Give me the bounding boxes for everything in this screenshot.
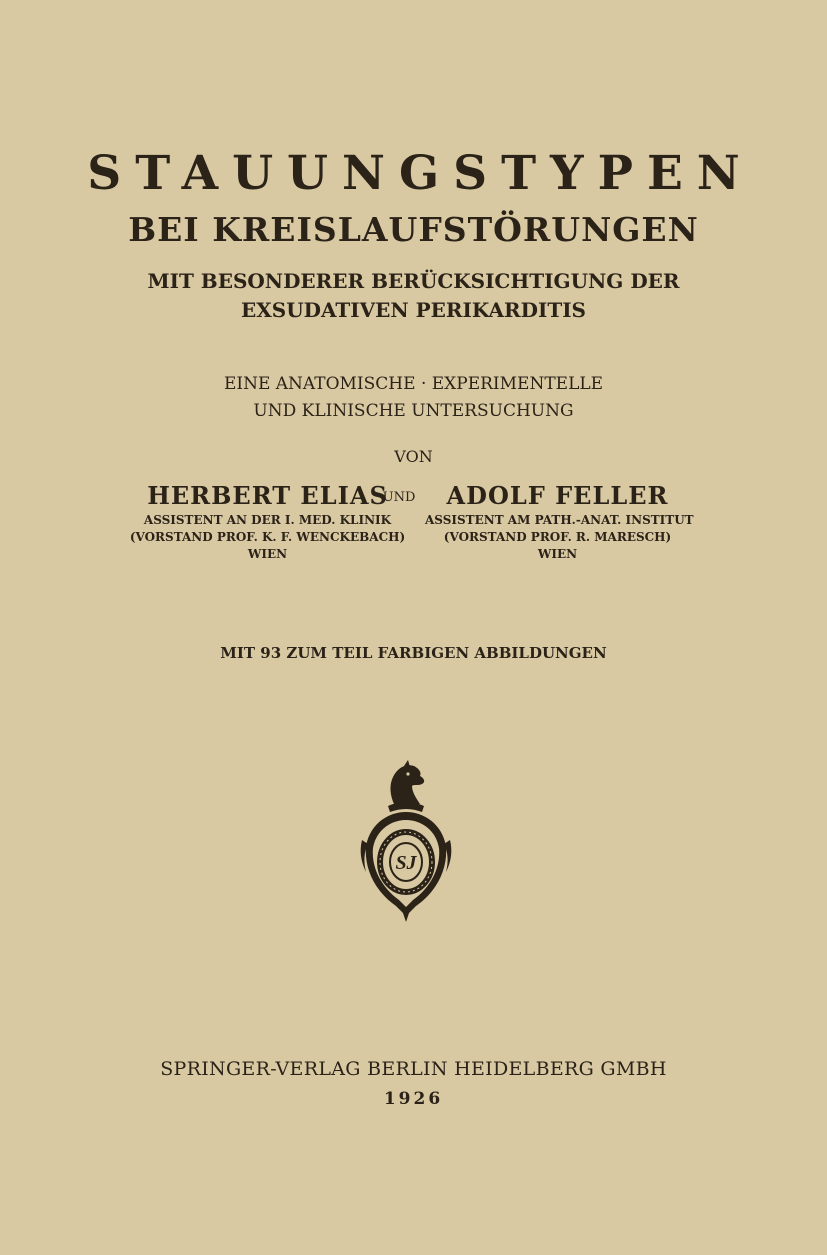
- author-1-position: ASSISTENT AN DER I. MED. KLINIK: [143, 513, 392, 527]
- title-main: STAUUNGSTYPEN: [87, 146, 754, 201]
- author-2-position: ASSISTENT AM PATH.-ANAT. INSTITUT: [425, 513, 694, 527]
- description-line-2: UND KLINISCHE UNTERSUCHUNG: [253, 401, 574, 421]
- author-2-name: ADOLF FELLER: [446, 481, 669, 510]
- publication-year: 1926: [383, 1089, 444, 1109]
- publisher: SPRINGER-VERLAG BERLIN HEIDELBERG GMBH: [160, 1058, 667, 1080]
- title-subline-1: MIT BESONDERER BERÜCKSICHTIGUNG DER: [147, 269, 680, 293]
- logo-initials: SJ: [395, 852, 417, 874]
- author-1-name: HERBERT ELIAS: [147, 481, 388, 510]
- author-1-head: (VORSTAND PROF. K. F. WENCKEBACH): [129, 530, 406, 544]
- and-label: UND: [382, 490, 416, 505]
- title-subline-2: EXSUDATIVEN PERIKARDITIS: [240, 298, 586, 322]
- illustrations-note: MIT 93 ZUM TEIL FARBIGEN ABBILDUNGEN: [220, 644, 607, 662]
- author-2-head: (VORSTAND PROF. R. MARESCH): [443, 530, 672, 544]
- author-1-city: WIEN: [247, 547, 288, 561]
- author-2: [425, 480, 694, 563]
- by-label: VON: [394, 447, 433, 466]
- springer-horse-emblem-icon: [358, 760, 454, 922]
- title-subtitle: BEI KREISLAUFSTÖRUNGEN: [128, 210, 699, 249]
- author-2-city: WIEN: [537, 547, 578, 561]
- description-line-1: EINE ANATOMISCHE · EXPERIMENTELLE: [223, 374, 604, 394]
